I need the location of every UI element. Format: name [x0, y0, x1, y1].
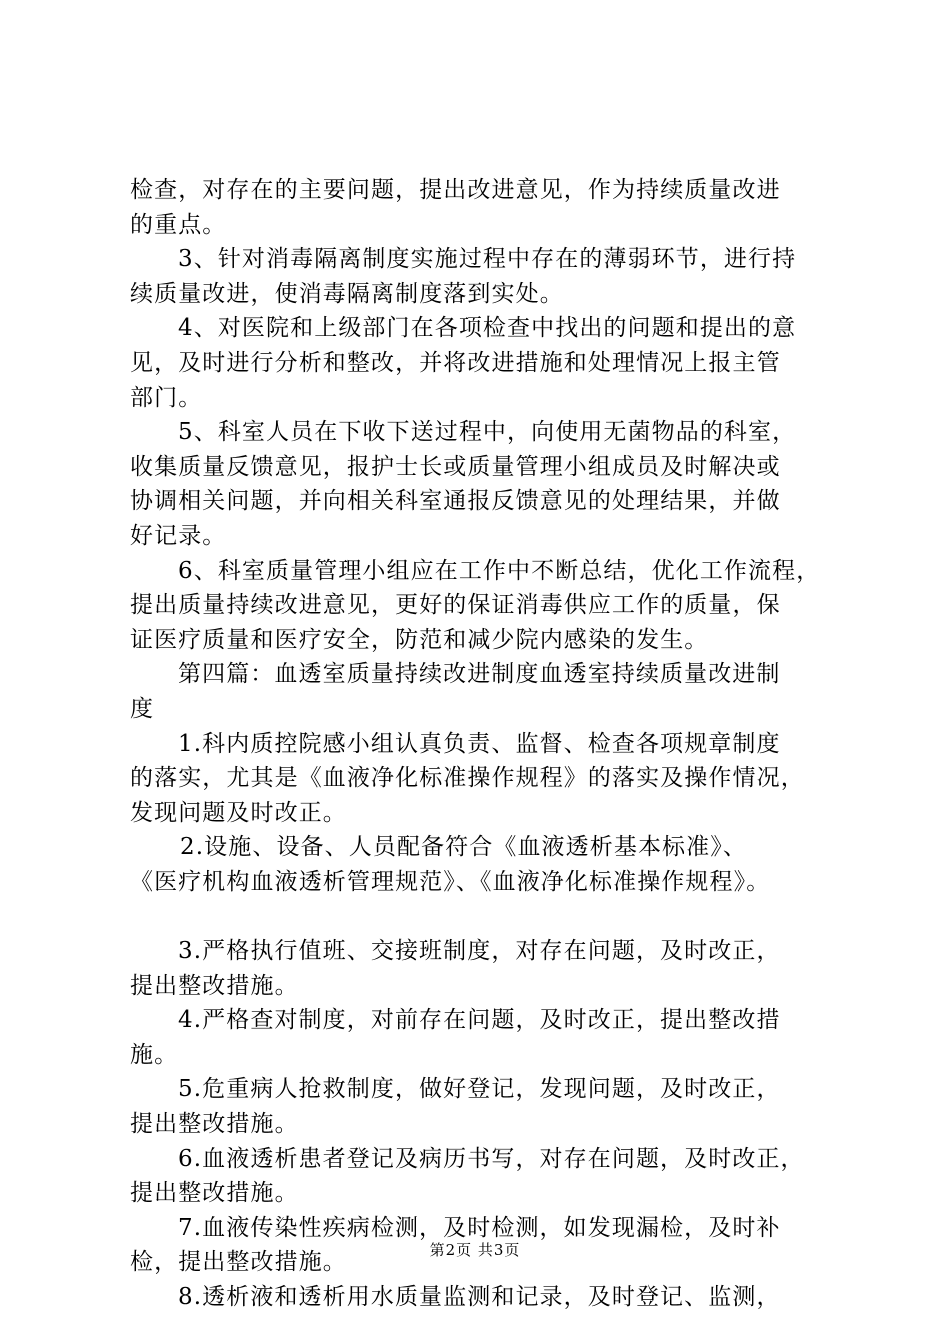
list-item-3: 3.严格执行值班、交接班制度，对存在问题，及时改正，: [178, 938, 781, 965]
text-line: 见，及时进行分析和整改，并将改进措施和处理情况上报主管: [130, 349, 781, 376]
text-line: 收集质量反馈意见，报护士长或质量管理小组成员及时解决或: [130, 453, 781, 480]
list-item-2: 2.设施、设备、人员配备符合《血液透析基本标准》、: [180, 834, 747, 861]
document-body: [130, 173, 848, 1315]
text-line: 续质量改进，使消毒隔离制度落到实处。: [130, 280, 564, 307]
section-heading: 第四篇：血透室质量持续改进制度血透室持续质量改进制: [178, 661, 781, 688]
text-line: 《医疗机构血液透析管理规范》、《血液净化标准操作规程》。: [130, 868, 771, 895]
list-item-8: 8.透析液和透析用水质量监测和记录，及时登记、监测，: [178, 1284, 781, 1310]
text-line: 提出整改措施。: [130, 972, 299, 999]
text-line: 发现问题及时改正。: [130, 799, 347, 826]
text-line: 的落实，尤其是《血液净化标准操作规程》的落实及操作情况，: [130, 765, 805, 792]
paragraph-item-3: 3、针对消毒隔离制度实施过程中存在的薄弱环节，进行持: [178, 246, 797, 273]
list-item-5: 5.危重病人抢救制度，做好登记，发现问题，及时改正，: [178, 1076, 781, 1103]
page-footer: [0, 1240, 950, 1260]
text-line: 提出整改措施。: [130, 1111, 299, 1138]
page-number: 第2页 共3页: [429, 1241, 521, 1259]
text-line: 的重点。: [130, 211, 227, 238]
list-item-7: 7.血液传染性疾病检测，及时检测，如发现漏检，及时补: [178, 1214, 781, 1241]
text-line: 协调相关问题，并向相关科室通报反馈意见的处理结果，并做: [130, 488, 781, 515]
text-line: 部门。: [130, 384, 203, 411]
text-line: 检，提出整改措施。: [130, 1249, 347, 1276]
text-line: 施。: [130, 1041, 179, 1068]
text-line: 度: [130, 695, 155, 722]
paragraph-item-4: 4、对医院和上级部门在各项检查中找出的问题和提出的意: [178, 315, 797, 342]
text-line: 好记录。: [130, 522, 227, 549]
list-item-1: 1.科内质控院感小组认真负责、监督、检查各项规章制度: [178, 730, 781, 757]
paragraph-item-5: 5、科室人员在下收下送过程中，向使用无菌物品的科室，: [178, 419, 797, 446]
text-line: 检查，对存在的主要问题，提出改进意见，作为持续质量改进: [130, 177, 781, 203]
text-line: 提出整改措施。: [130, 1180, 299, 1207]
text-line: 提出质量持续改进意见，更好的保证消毒供应工作的质量，保: [130, 592, 781, 619]
blank-line: [130, 899, 848, 934]
list-item-6: 6.血液透析患者登记及病历书写，对存在问题，及时改正，: [178, 1145, 805, 1172]
list-item-4: 4.严格查对制度，对前存在问题，及时改正，提出整改措: [178, 1007, 781, 1034]
paragraph-item-6: 6、科室质量管理小组应在工作中不断总结，优化工作流程，: [178, 557, 821, 584]
text-line: 证医疗质量和医疗安全，防范和减少院内感染的发生。: [130, 626, 709, 653]
